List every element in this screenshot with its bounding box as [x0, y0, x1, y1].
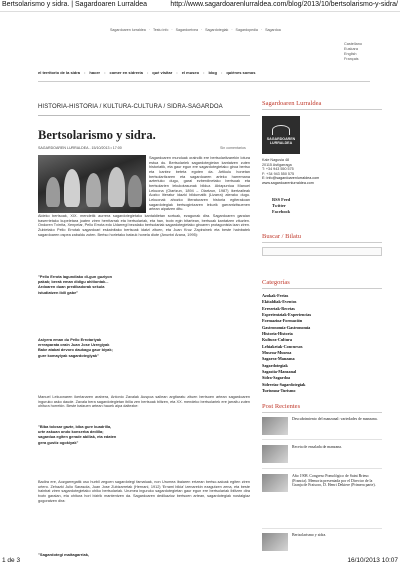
- recent-post[interactable]: [262, 417, 382, 435]
- top-nav-item[interactable]: Sagardoaren lurraldea: [110, 28, 146, 32]
- main-menu-item[interactable]: comer en sidrería: [109, 70, 143, 75]
- category-link[interactable]: Museoa-Museoa: [262, 350, 292, 356]
- verse-block: "Biba tolosar gazte, biba gure kuadrilla, urte askuan ondo konserba dedilla; sagardua egiten gerade abillak, eta edaten gera gustiz ogokiyak": [38, 424, 117, 445]
- category-link[interactable]: Azokak-Ferias: [262, 293, 289, 298]
- top-nav-item[interactable]: Sagardoetxea: [175, 28, 198, 32]
- article-title: Bertsolarismo y sidra.: [38, 128, 156, 142]
- email-link[interactable]: E: info@sagardoarenlurraldea.com: [262, 176, 320, 181]
- main-menu-item[interactable]: el territorio de la sidra: [38, 70, 81, 75]
- post-title[interactable]: Año 1908. Congreso Pomológico de Saint Brieuc (Francia). Memoria presentada por el Director de la Granja de Fraisoro, D. Henri Dekiere (Primera parte).: [292, 474, 376, 488]
- website-link[interactable]: www.sagardoarenlurraldea.com: [262, 180, 314, 185]
- category-link[interactable]: Sagardotegiak: [262, 362, 288, 368]
- sidebar-title: Sagardoaren Lurraldea: [262, 100, 382, 110]
- main-menu: el territorio de la sidra • hacer • comer en sidrería • qué visitar • el museo • blog • quiénes somos: [38, 70, 370, 82]
- category-link[interactable]: Sidra-Sagardoa: [262, 375, 291, 381]
- category-link[interactable]: Sagarra-Manzana: [262, 356, 295, 362]
- brand-logo[interactable]: [262, 116, 300, 154]
- recent-post[interactable]: [262, 445, 382, 463]
- post-thumbnail[interactable]: [262, 417, 288, 435]
- language-item[interactable]: Français: [344, 57, 359, 61]
- top-nav-item[interactable]: Sagardotegiak: [205, 28, 229, 32]
- category-link[interactable]: Sidrerías-Sagardotegiak: [262, 381, 306, 387]
- language-item[interactable]: English: [344, 52, 357, 56]
- top-nav-item[interactable]: Sagardoa: [265, 28, 281, 32]
- print-url: http://www.sagardoarenlurraldea.com/blog/2013/10/bertsolarismo-y-sidra/: [170, 1, 398, 8]
- recent-post[interactable]: [262, 474, 382, 514]
- language-item[interactable]: Castellano: [344, 42, 362, 46]
- categories-title: Categorías: [262, 279, 382, 289]
- page-number: 1 de 3: [2, 557, 21, 564]
- fax-line: F: +34 943 550 575: [262, 171, 295, 176]
- main-menu-item[interactable]: blog: [208, 70, 217, 75]
- search-input[interactable]: [262, 247, 382, 256]
- top-nav-item[interactable]: Sagardopedia: [235, 28, 258, 32]
- top-nav: Sagardoaren lurraldea · Testu info · Sagardoetxea · Sagardotegiak · Sagardopedia · Sagardoa: [110, 28, 360, 38]
- article-paragraph: Aldeko bertsoak, XIX. mendetik aurrera sagardotegietako kantaldietan sortuak, ezagunak dira. Sagardoaren garaian baserrietako kupeletara joaten ziren herritarrak eta bertsolariak, eta han, txotx egin bitartean, bertsoak kantatzen zituzten. Ondoren Txirrita, Xenpelar, Pello Errota edo Udarregi bezalako bertsolariak sagardotegietako giroaren protagonista izan ziren. Zubietako Pello Errotak sagardoari eskainitako bertsoak idatzi zituen, eta Juan Kruz Zapirainek eta beste hainbatek sagardoaren ospea zabaldu zuten. Bertso horietako batzuk honela diote (Anuntxi Arana, 1995):: [38, 214, 250, 237]
- post-title[interactable]: Descubrimiento del manzanal: variedades de manzana.: [292, 417, 378, 421]
- divider: [262, 468, 382, 469]
- apple-icon: [272, 125, 290, 135]
- facebook-link[interactable]: Facebook: [272, 209, 291, 214]
- main-menu-item[interactable]: qué visitar: [152, 70, 173, 75]
- contact-info: [262, 158, 382, 186]
- verse-block: Asiyera eman du Pello Errotariyak erreaparata orain Juan Jose Uzregiyak Bake atabat devoro daukagu gaur biyak; gure komayiyak sagardotegiyak": [38, 337, 113, 358]
- top-nav-item[interactable]: Testu info: [152, 28, 169, 32]
- category-link[interactable]: Ekitaldiak-Eventos: [262, 299, 297, 305]
- search-title: Buscar / Bilatu: [262, 233, 382, 243]
- language-item[interactable]: Euskara: [344, 47, 358, 51]
- print-header: [0, 0, 400, 12]
- article-photo: [38, 155, 146, 213]
- language-selector: [344, 42, 384, 62]
- address-line: 20115 Astigarraga: [262, 162, 292, 167]
- breadcrumb[interactable]: HISTORIA-HISTORIA / KULTURA-CULTURA / SIDRA-SAGARDOA: [38, 104, 223, 110]
- print-title: Bertsolarismo y sidra. | Sagardoaren Lurraldea: [2, 1, 148, 8]
- category-list: [262, 293, 382, 395]
- phone-line: T: +34 943 550 575: [262, 167, 294, 172]
- article-meta: SAGARDOAREN LURRALDEA - 15/10/2013 • 17:00: [38, 146, 122, 150]
- post-thumbnail[interactable]: [262, 445, 288, 463]
- post-title[interactable]: Receta de ensalada de manzana.: [292, 445, 343, 449]
- article-paragraph: Manuel Lekuonaren ikerlanaren arabera, Antonio Zavalak Auspoa sailean argitaratu zituen bertsoen artean sagardoaren inguruko asko daude. Zavala bera sagardotegietan ibilia zen bertsoak biltzen, eta XX. mendeko bertsolariek ere jarraitu zuten ohitura horrekin. Beste batzuen artean hauek aipa daitezke:: [38, 395, 250, 409]
- category-link[interactable]: Gastronomía-Gastronomía: [262, 324, 311, 330]
- article-intro: Sagardoaren munduak oraindik ere bertsolaritzarekin lotura estua du. Bertsolariek sagardotegietan kantatzen zuten historiatik, eta gaur egun ere sagardotegietako giroa bertso eta kantez beteta egoten da. Artikulu honetan bertsolaritzaren eta sagardoaren arteko harremana aztertuko dugu, garai ezberdinetako bertsoak eta bertsolarien lekukotasunak bilduz. Abiapuntua Manuel Lekuona (Oiartzun, 1894 – Oiartzun, 1987) ikertzaileak Aozko literatur idazki bildumatik (Lizarra) aterako dugu. Lekuonak ahozko literaturaren historia egiterakoan sagardotegiak bertsogintzaren lekurik garrantzitsuenen artean aipatzen ditu.: [149, 156, 250, 212]
- category-link[interactable]: Sagastia-Manzanal: [262, 369, 297, 375]
- main-menu-item[interactable]: quiénes somos: [226, 70, 256, 75]
- post-thumbnail[interactable]: [262, 474, 288, 492]
- rss-link[interactable]: RSS Feed: [272, 197, 291, 202]
- category-link[interactable]: Lehiaketak-Concursos: [262, 343, 303, 349]
- category-link[interactable]: Esperientziak-Experiencias: [262, 312, 312, 318]
- post-thumbnail[interactable]: [262, 533, 288, 551]
- category-link[interactable]: Historia-Historia: [262, 331, 293, 337]
- article-paragraph: Badira ere, Aozgarregatik oso hurbil zegoen sagardotegi famatuak, non Urumea ibaiaren ertzean bertso-saioak egiten ziren urtero. Zehazki Julio Sarasola, Juan Jose Zubizarretak (Hernani, 1912) 'Errami bikia' izenarekin ezagutzen zena, eta beste hainbat ziren sagardotegietako ohiko bertsolariak. Urumea inguruko sagardotegietan gaur egun ere bertsolariak ibiltzen dira txotx garaian, eta ohitura hori bizirik mantentzen da. Sagardoaren dedikazioz bertsoen artean, sagardotegiak nostalgiaz gogoratzen dira:: [38, 480, 250, 503]
- recent-posts-title: Post Recientes: [262, 403, 382, 413]
- divider: [262, 528, 382, 529]
- post-title[interactable]: Bertsolarismo y sidra.: [292, 533, 327, 537]
- print-datetime: 16/10/2013 10:07: [347, 557, 398, 564]
- comments-link[interactable]: Sin comentarios: [220, 146, 246, 150]
- recent-post[interactable]: [262, 533, 382, 551]
- social-links: [272, 197, 290, 215]
- verse-block: "Pello Errota lagundiako di-gun guziyon pakak; berak eman didigu ahitiontak... Ardoaren duan predikadorak sekula istudiatzen ibili gabe": [38, 274, 113, 295]
- category-link[interactable]: Formazioa-Formación: [262, 318, 303, 324]
- twitter-link[interactable]: Twitter: [272, 203, 286, 208]
- main-menu-item[interactable]: hacer: [89, 70, 101, 75]
- print-footer: [0, 557, 400, 566]
- category-link[interactable]: Errezetak-Recetas: [262, 305, 295, 311]
- category-link[interactable]: Kultura-Cultura: [262, 337, 293, 343]
- address-line: Kale Nagusia 48: [262, 158, 290, 162]
- category-link[interactable]: Turismoa-Turismo: [262, 388, 296, 394]
- divider: [38, 115, 250, 116]
- logo-text: SAGARDOAREN LURRALDEA: [266, 137, 296, 145]
- main-menu-item[interactable]: el museo: [181, 70, 200, 75]
- divider: [262, 439, 382, 440]
- verse-block: "Sagardotegi maitagarriak,: [38, 552, 90, 557]
